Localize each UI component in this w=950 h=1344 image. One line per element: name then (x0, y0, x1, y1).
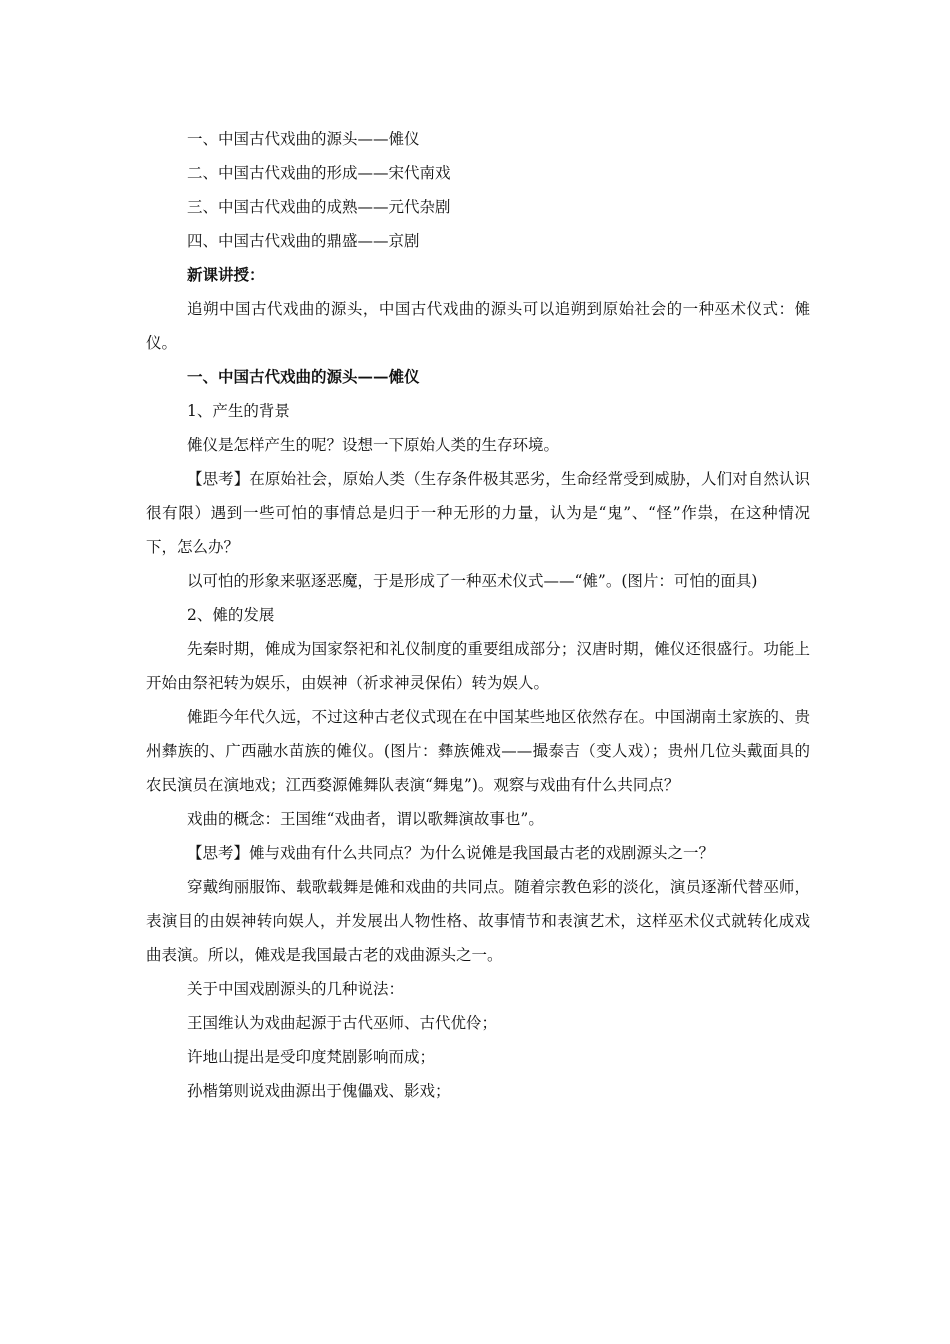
theory-item-3: 孙楷第则说戏曲源出于傀儡戏、影戏； (187, 1082, 451, 1100)
theories-intro: 关于中国戏剧源头的几种说法： (187, 980, 405, 998)
today-paragraph: 傩距今年代久远，不过这种古老仪式现在在中国某些地区依然存在。中国湖南土家族的、贵州彝族的、广西融水苗族的傩仪。(图片：彝族傩戏——撮泰吉（变人戏）；贵州几位头戴面具的农民演员在演地戏；江西婺源傩舞队表演“舞鬼”)。观察与戏曲有什么共同点？ (146, 708, 810, 794)
intro-paragraph: 追朔中国古代戏曲的源头，中国古代戏曲的源头可以追朔到原始社会的一种巫术仪式：傩仪。 (146, 300, 810, 352)
theory-item-1: 王国维认为戏曲起源于古代巫师、古代优伶； (187, 1014, 498, 1032)
think-2-paragraph: 【思考】傩与戏曲有什么共同点？为什么说傩是我国最古老的戏剧源头之一？ (187, 844, 715, 862)
subsection-1-heading: 1、产生的背景 (187, 402, 290, 420)
section-1-heading: 一、中国古代戏曲的源头——傩仪 (187, 367, 420, 386)
development-paragraph: 先秦时期，傩成为国家祭祀和礼仪制度的重要组成部分；汉唐时期，傩仪还很盛行。功能上开始由祭祀转为娱乐，由娱神（祈求神灵保佑）转为娱人。 (146, 640, 810, 692)
theory-item-2: 许地山提出是受印度梵剧影响而成； (187, 1048, 436, 1066)
outline-item-4: 四、中国古代戏曲的鼎盛——京剧 (187, 232, 420, 250)
concept-paragraph: 戏曲的概念：王国维“戏曲者，谓以歌舞演故事也”。 (187, 810, 544, 828)
answer-2-paragraph: 穿戴绚丽服饰、载歌载舞是傩和戏曲的共同点。随着宗教色彩的淡化，演员逐渐代替巫师，表演目的由娱神转向娱人，并发展出人物性格、故事情节和表演艺术，这样巫术仪式就转化成戏曲表演。所以，傩戏是我国最古老的戏曲源头之一。 (146, 878, 810, 964)
lesson-outline (146, 122, 810, 258)
new-lesson-heading: 新课讲授： (187, 265, 265, 284)
origin-question-paragraph: 傩仪是怎样产生的呢？设想一下原始人类的生存环境。 (187, 436, 560, 454)
document-body (146, 122, 810, 1108)
outline-item-2: 二、中国古代戏曲的形成——宋代南戏 (187, 164, 451, 182)
outline-item-1: 一、中国古代戏曲的源头——傩仪 (187, 130, 420, 148)
outline-item-3: 三、中国古代戏曲的成熟——元代杂剧 (187, 198, 451, 216)
subsection-2-heading: 2、傩的发展 (187, 606, 275, 624)
answer-1-paragraph: 以可怕的形象来驱逐恶魔，于是形成了一种巫术仪式——“傩”。(图片：可怕的面具) (187, 572, 758, 590)
think-1-paragraph: 【思考】在原始社会，原始人类（生存条件极其恶劣，生命经常受到威胁，人们对自然认识很有限）遇到一些可怕的事情总是归于一种无形的力量，认为是“鬼”、“怪”作祟，在这种情况下，怎么办？ (146, 470, 810, 556)
